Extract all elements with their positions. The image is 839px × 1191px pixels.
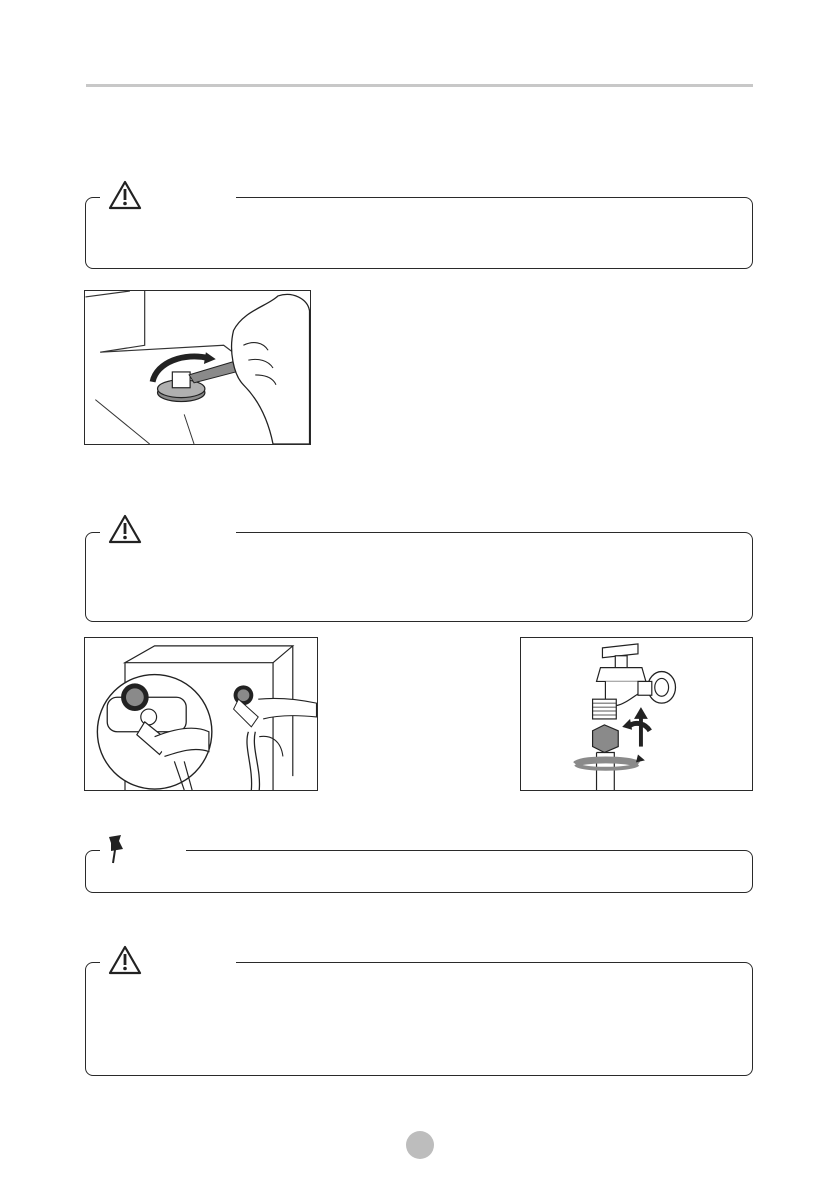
warning-triangle-icon (108, 180, 142, 210)
page-number-badge (406, 1131, 434, 1159)
faucet-hose-connect-illustration (520, 637, 753, 791)
warning-box-3 (85, 962, 753, 1076)
inlet-hose-connect-illustration (84, 637, 318, 791)
warning-box-2 (85, 532, 753, 622)
leveling-foot-adjust-illustration (84, 290, 311, 445)
warning-box-1 (85, 197, 753, 269)
pushpin-icon (103, 833, 129, 865)
warning-triangle-icon (108, 945, 142, 975)
warning-triangle-icon (108, 514, 142, 544)
header-rule (86, 84, 753, 87)
